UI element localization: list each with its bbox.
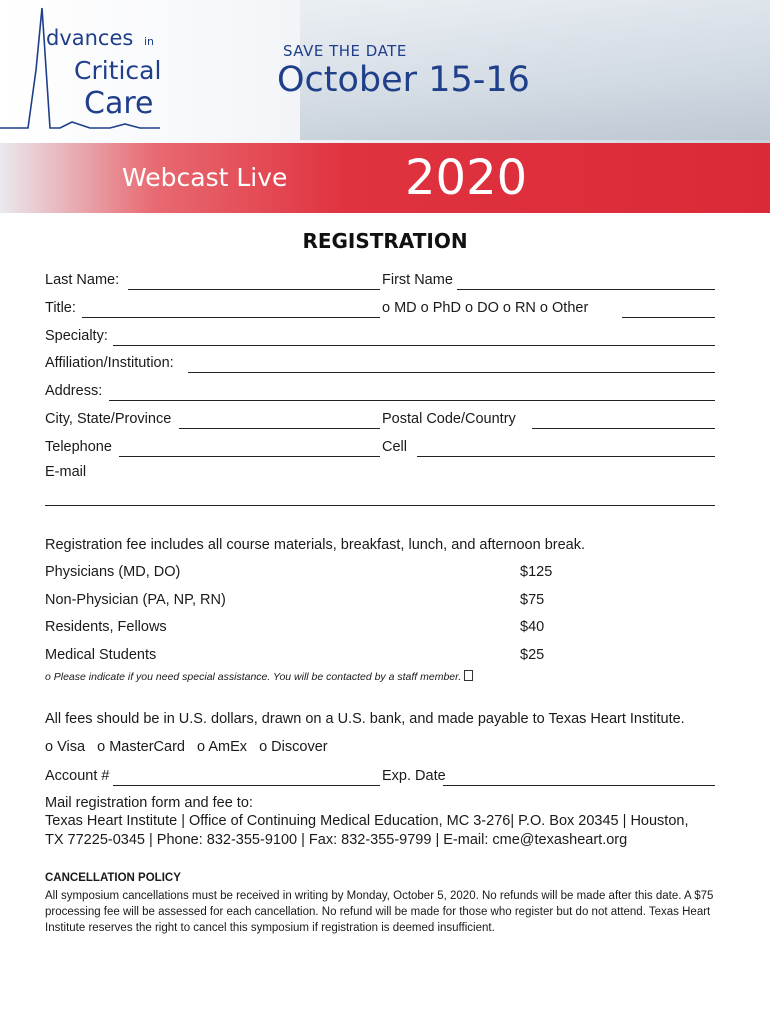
card-options[interactable]: o Visa o MasterCard o AmEx o Discover <box>45 739 328 755</box>
cancellation-heading: CANCELLATION POLICY <box>45 872 181 884</box>
event-year: 2020 <box>405 150 528 206</box>
first-name-label: First Name <box>382 272 453 288</box>
logo-line3: Care <box>84 86 154 121</box>
account-row <box>45 764 715 786</box>
fee-price: $75 <box>520 592 545 608</box>
exp-label: Exp. Date <box>382 768 446 784</box>
special-assistance-text: o Please indicate if you need special assistance. You will be contacted by a staff member. <box>45 671 465 683</box>
account-label: Account # <box>45 768 110 784</box>
cancellation-body: All symposium cancellations must be received in writing by Monday, October 5, 2020. No refunds will be made after this date. A $75 processing fee will be assessed for each cancellation. No refund will be made for those who register but do not attend. Texas Heart Institute reserves the right to cancel this symposium if registration is deemed insufficient. <box>45 890 714 934</box>
conference-logo <box>0 0 250 145</box>
event-dates: October 15-16 <box>277 60 530 100</box>
city-field[interactable] <box>179 428 380 429</box>
logo-line2: Critical <box>74 56 162 85</box>
title-row <box>45 296 715 318</box>
telephone-label: Telephone <box>45 439 112 455</box>
logo-line1: dvances <box>46 26 134 50</box>
webcast-label: Webcast Live <box>122 163 288 192</box>
page-title: REGISTRATION <box>302 229 468 253</box>
fee-label: Physicians (MD, DO) <box>45 564 181 580</box>
fee-price: $125 <box>520 564 553 580</box>
account-field[interactable] <box>113 785 380 786</box>
exp-field[interactable] <box>443 785 715 786</box>
telephone-field[interactable] <box>119 456 380 457</box>
postal-field[interactable] <box>532 428 715 429</box>
phone-row <box>45 435 715 457</box>
logo-line1-suffix: in <box>144 35 155 48</box>
first-name-field[interactable] <box>457 289 715 290</box>
fee-label: Non-Physician (PA, NP, RN) <box>45 592 226 608</box>
payment-note: All fees should be in U.S. dollars, drawn on a U.S. bank, and made payable to Texas Heart Institute. <box>45 711 685 727</box>
mail-heading: Mail registration form and fee to: <box>45 795 253 811</box>
email-field[interactable] <box>45 505 715 506</box>
mail-line1: Texas Heart Institute | Office of Continuing Medical Education, MC 3-276| P.O. Box 20345 | Houston, <box>45 813 689 829</box>
save-the-date: SAVE THE DATE <box>283 42 407 60</box>
specialty-row <box>45 324 715 346</box>
fee-price: $40 <box>520 619 545 635</box>
fee-label: Residents, Fellows <box>45 619 167 635</box>
affiliation-field[interactable] <box>188 372 715 373</box>
name-row <box>45 268 715 290</box>
city-row <box>45 407 715 429</box>
fee-price: $25 <box>520 647 545 663</box>
affiliation-label: Affiliation/Institution: <box>45 355 174 371</box>
title-field[interactable] <box>82 317 380 318</box>
title-label: Title: <box>45 300 76 316</box>
address-label: Address: <box>45 383 103 399</box>
city-label: City, State/Province <box>45 411 172 427</box>
address-field[interactable] <box>109 400 715 401</box>
special-assistance-option[interactable] <box>45 670 473 683</box>
fee-label: Medical Students <box>45 647 157 663</box>
affiliation-row <box>45 351 715 373</box>
mail-line2: TX 77225-0345 | Phone: 832-355-9100 | Fax: 832-355-9799 | E-mail: cme@texasheart.org <box>45 832 628 848</box>
header-banner <box>0 0 770 213</box>
specialty-field[interactable] <box>113 345 715 346</box>
cell-label: Cell <box>382 439 407 455</box>
postal-label: Postal Code/Country <box>382 411 516 427</box>
address-row <box>45 379 715 401</box>
mail-address <box>45 812 725 850</box>
specialty-label: Specialty: <box>45 328 108 344</box>
cell-field[interactable] <box>417 456 715 457</box>
banner-red-band <box>0 143 770 213</box>
last-name-field[interactable] <box>128 289 380 290</box>
last-name-label: Last Name: <box>45 272 120 288</box>
fee-intro: Registration fee includes all course materials, breakfast, lunch, and afternoon break. <box>45 537 586 553</box>
email-label: E-mail <box>45 464 87 480</box>
degree-options[interactable]: o MD o PhD o DO o RN o Other <box>382 300 589 316</box>
other-degree-field[interactable] <box>622 317 715 318</box>
checkbox-icon[interactable] <box>464 670 473 681</box>
